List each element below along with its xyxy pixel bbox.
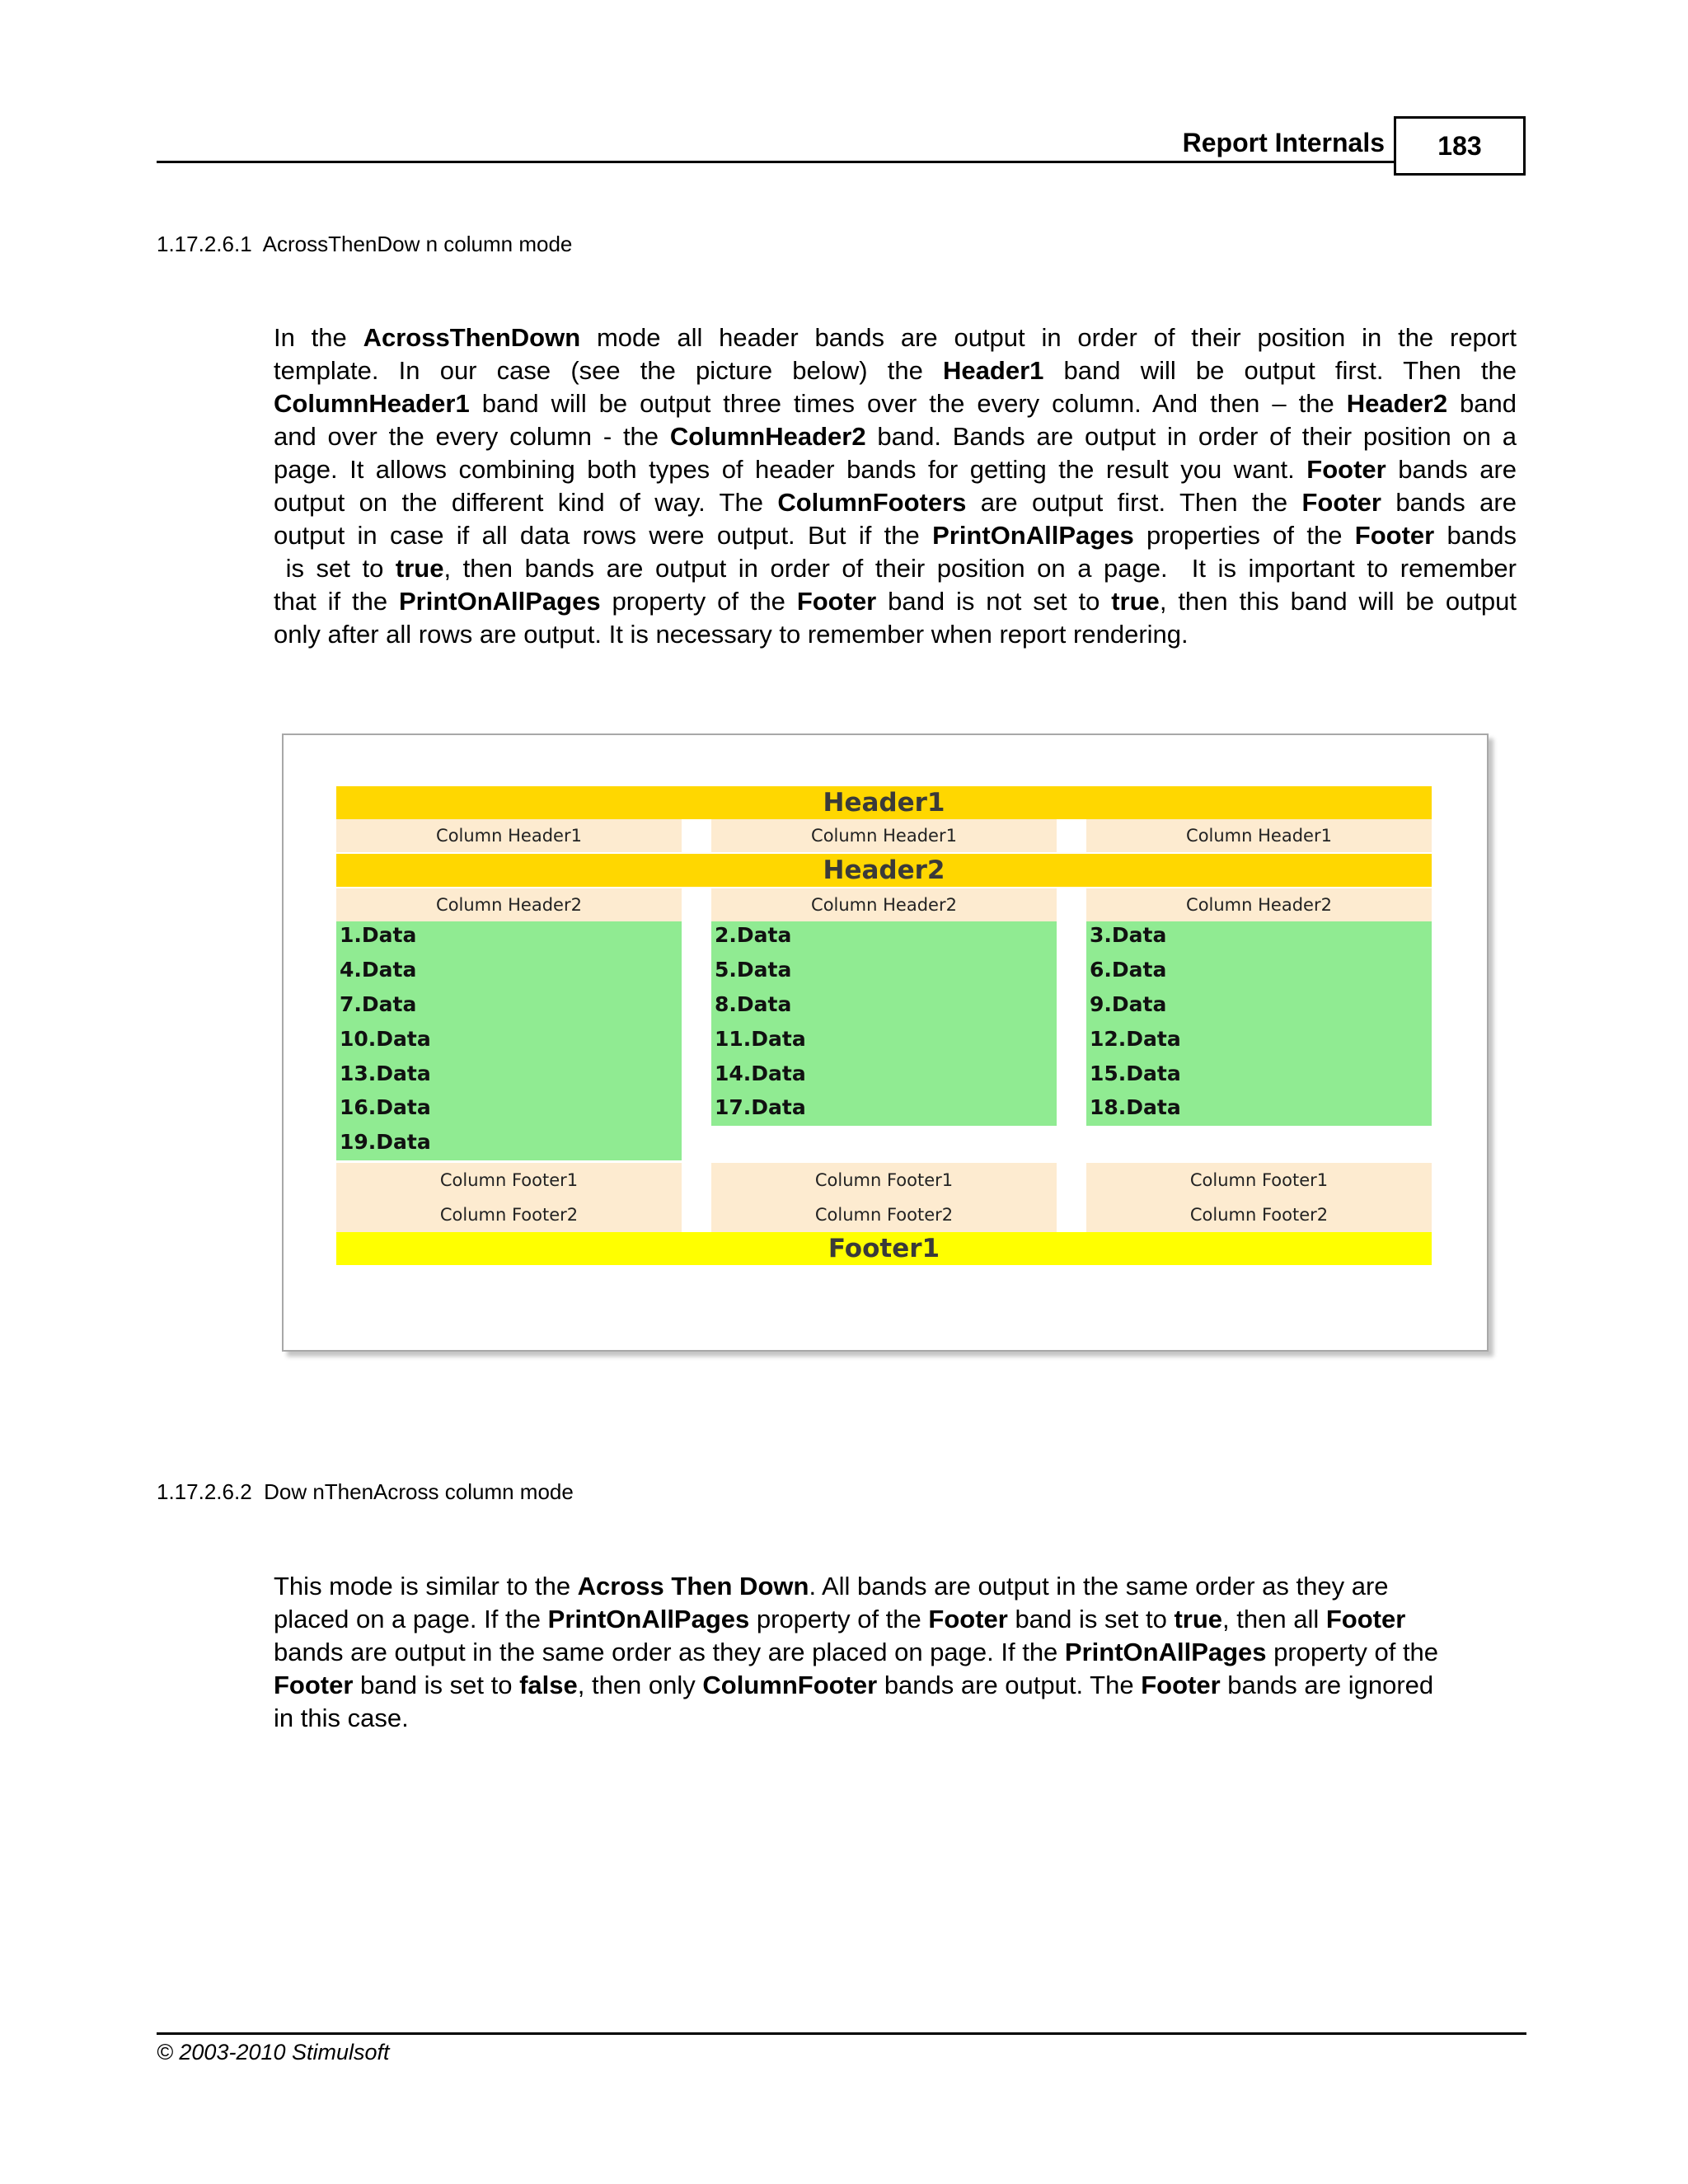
paragraph-line: output on the different kind of way. The ColumnFooters are output first. Then the Footer bands are — [274, 488, 1517, 517]
paragraph-line: in this case. — [274, 1704, 409, 1732]
footer-rule — [157, 2032, 1526, 2035]
data-row: 11.Data — [715, 1027, 806, 1051]
data-row: 8.Data — [715, 992, 792, 1016]
running-header-title: Report Internals — [1182, 128, 1385, 157]
header1-band: Header1 — [336, 786, 1432, 819]
paragraph-line: output in case if all data rows were output. But if the PrintOnAllPages properties of the Footer bands — [274, 521, 1517, 550]
page-number: 183 — [1394, 116, 1526, 176]
paragraph-line: and over the every column - the ColumnHeader2 band. Bands are output in order of their position on a — [274, 422, 1517, 451]
column-footer2-band: Column Footer2 — [336, 1197, 682, 1232]
paragraph-line: Footer band is set to false, then only ColumnFooter bands are output. The Footer bands are ignored — [274, 1671, 1434, 1699]
column-footer2-band: Column Footer2 — [711, 1197, 1057, 1232]
data-band-column-1 — [336, 921, 682, 1160]
paragraph-across-then-down — [274, 321, 1517, 651]
data-row: 1.Data — [340, 923, 417, 947]
footer1-band: Footer1 — [336, 1232, 1432, 1265]
paragraph-line: In the AcrossThenDown mode all header bands are output in order of their position in the report — [274, 323, 1517, 352]
data-band-column-3 — [1086, 921, 1432, 1126]
data-row: 12.Data — [1090, 1027, 1181, 1051]
section-title-down-then-across: 1.17.2.6.2 Dow nThenAcross column mode — [157, 1479, 574, 1504]
data-row: 9.Data — [1090, 992, 1167, 1016]
paragraph-line: only after all rows are output. It is necessary to remember when report rendering. — [274, 620, 1189, 649]
paragraph-line: ColumnHeader1 band will be output three times over the every column. And then – the Header2 band — [274, 389, 1517, 418]
column-footer1-band: Column Footer1 — [336, 1163, 682, 1197]
data-row: 19.Data — [340, 1130, 431, 1154]
column-header1-band: Column Header1 — [1086, 819, 1432, 852]
data-row: 17.Data — [715, 1095, 806, 1119]
header2-band: Header2 — [336, 854, 1432, 887]
header-rule — [157, 161, 1395, 163]
data-row: 18.Data — [1090, 1095, 1181, 1119]
data-band-column-2 — [711, 921, 1057, 1126]
data-row: 10.Data — [340, 1027, 431, 1051]
copyright: © 2003-2010 Stimulsoft — [157, 2040, 390, 2064]
paragraph-line: that if the PrintOnAllPages property of the Footer band is not set to true, then this band will be output — [274, 587, 1517, 616]
paragraph-down-then-across — [274, 1570, 1517, 1735]
column-footer1-band: Column Footer1 — [1086, 1163, 1432, 1197]
data-row: 7.Data — [340, 992, 417, 1016]
data-row: 6.Data — [1090, 958, 1167, 982]
report-bands-figure — [282, 733, 1489, 1352]
data-row: 4.Data — [340, 958, 417, 982]
paragraph-line: is set to true, then bands are output in order of their position on a page. It is important to remember — [274, 554, 1517, 583]
paragraph-line: bands are output in the same order as they are placed on page. If the PrintOnAllPages property of the — [274, 1638, 1439, 1666]
data-row: 13.Data — [340, 1062, 431, 1085]
paragraph-line: This mode is similar to the Across Then Down. All bands are output in the same order as they are — [274, 1572, 1389, 1601]
column-header2-band: Column Header2 — [336, 888, 682, 921]
section-title-across-then-down: 1.17.2.6.1 AcrossThenDow n column mode — [157, 232, 573, 256]
column-footer1-band: Column Footer1 — [711, 1163, 1057, 1197]
data-row: 16.Data — [340, 1095, 431, 1119]
data-row: 5.Data — [715, 958, 792, 982]
data-row: 3.Data — [1090, 923, 1167, 947]
data-row: 15.Data — [1090, 1062, 1181, 1085]
column-header2-band: Column Header2 — [711, 888, 1057, 921]
column-header1-band: Column Header1 — [336, 819, 682, 852]
paragraph-line: template. In our case (see the picture below) the Header1 band will be output first. Then the — [274, 356, 1517, 385]
paragraph-line: placed on a page. If the PrintOnAllPages property of the Footer band is set to true, then all Footer — [274, 1605, 1406, 1633]
data-row: 14.Data — [715, 1062, 806, 1085]
column-footer2-band: Column Footer2 — [1086, 1197, 1432, 1232]
column-header2-band: Column Header2 — [1086, 888, 1432, 921]
column-header1-band: Column Header1 — [711, 819, 1057, 852]
paragraph-line: page. It allows combining both types of header bands for getting the result you want. Footer bands are — [274, 455, 1517, 484]
data-row: 2.Data — [715, 923, 792, 947]
